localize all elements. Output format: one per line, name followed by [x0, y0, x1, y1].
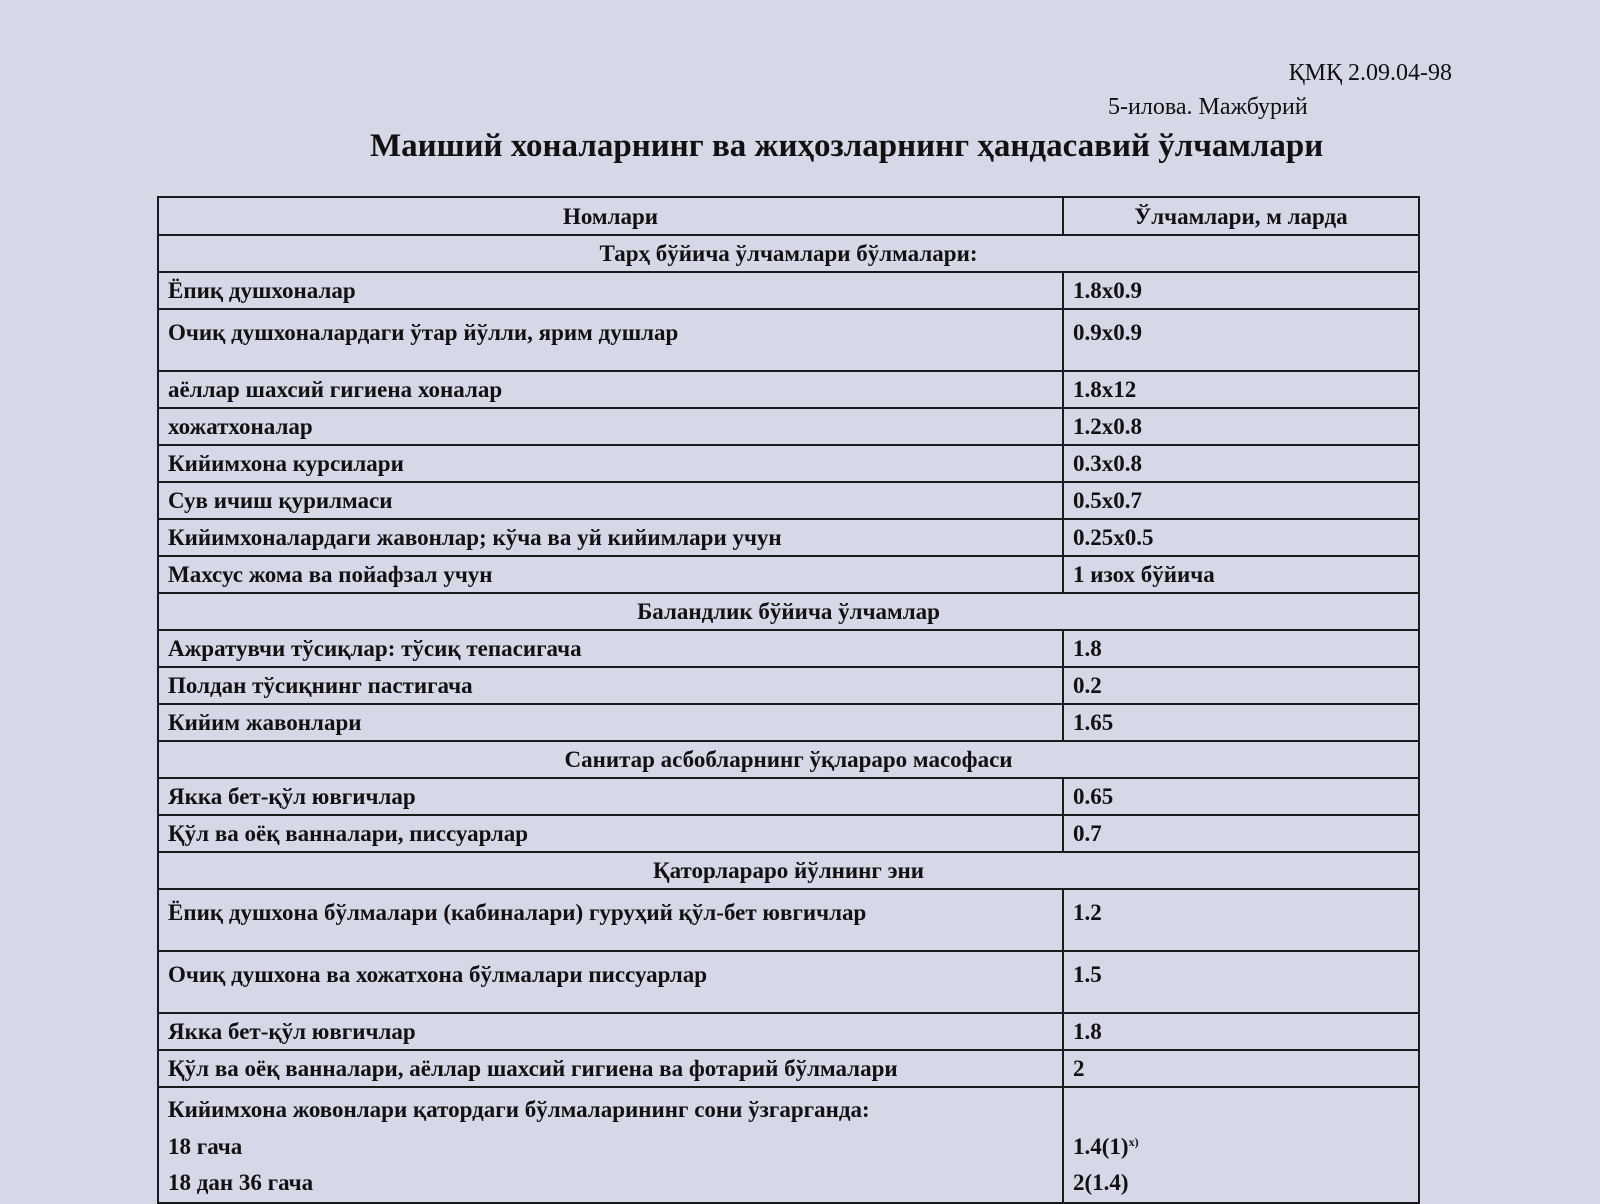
table-row: [158, 482, 1419, 519]
row-value-multiline: [1063, 1087, 1419, 1203]
column-header-name: Номлари: [158, 197, 1063, 235]
row-name: Ёпиқ душхона бўлмалари (кабиналари) гуруҳий қўл-бет ювгичлар: [158, 889, 1063, 951]
page-title: Маиший хоналарнинг ва жиҳозларнинг ҳандасавий ўлчамлари: [370, 128, 1324, 164]
row-value: 1 изох бўйича: [1063, 556, 1419, 593]
table-row: [158, 778, 1419, 815]
row-name: Полдан тўсиқнинг пастигача: [158, 667, 1063, 704]
section-row: [158, 852, 1419, 889]
row-name: Ажратувчи тўсиқлар: тўсиқ тепасигача: [158, 630, 1063, 667]
footnote-mark: х): [1128, 1134, 1139, 1149]
table-row: [158, 371, 1419, 408]
table-row: [158, 1050, 1419, 1087]
row-name: Очиқ душхоналардаги ўтар йўлли, ярим душлар: [158, 309, 1063, 371]
row-name: Кийим жавонлари: [158, 704, 1063, 741]
row-name: аёллар шахсий гигиена хоналар: [158, 371, 1063, 408]
table-row: [158, 556, 1419, 593]
table-row: [158, 667, 1419, 704]
appendix-label: 5-илова. Мажбурий: [1108, 94, 1308, 120]
row-value: 1.5: [1063, 951, 1419, 1013]
row-value-line: 2(1.4): [1073, 1170, 1129, 1195]
section-row: [158, 741, 1419, 778]
table-row: [158, 309, 1419, 371]
dimensions-table: [157, 196, 1420, 1204]
section-row: [158, 235, 1419, 272]
row-value: 1.8: [1063, 630, 1419, 667]
row-value: 0.65: [1063, 778, 1419, 815]
row-name-line: 18 гача: [168, 1133, 243, 1159]
section-title: Қаторлараро йўлнинг эни: [158, 852, 1419, 889]
table-row: [158, 519, 1419, 556]
row-name: Ёпиқ душхоналар: [158, 272, 1063, 309]
section-title: Тарҳ бўйича ўлчамлари бўлмалари:: [158, 235, 1419, 272]
column-header-size: Ўлчамлари, м ларда: [1063, 197, 1419, 235]
row-name: Кийимхоналардаги жавонлар; кўча ва уй кийимлари учун: [158, 519, 1063, 556]
section-row: [158, 593, 1419, 630]
table-row: [158, 272, 1419, 309]
row-value: 1.2х0.8: [1063, 408, 1419, 445]
row-value: 1.65: [1063, 704, 1419, 741]
table-row: [158, 815, 1419, 852]
row-name: Очиқ душхона ва хожатхона бўлмалари писсуарлар: [158, 951, 1063, 1013]
table-row: [158, 445, 1419, 482]
row-value-text: 1.4(1): [1073, 1133, 1129, 1159]
table-row: [158, 630, 1419, 667]
row-value: 0.9х0.9: [1063, 309, 1419, 371]
row-value: 0.25х0.5: [1063, 519, 1419, 556]
row-name-line: 18 дан 36 гача: [168, 1170, 314, 1195]
row-value: 2: [1063, 1050, 1419, 1087]
table-row: [158, 704, 1419, 741]
row-value: 0.2: [1063, 667, 1419, 704]
row-value: 1.8х12: [1063, 371, 1419, 408]
document-code: ҚМҚ 2.09.04-98: [1288, 60, 1452, 86]
row-value-line: [1073, 1129, 1409, 1166]
row-name: Қўл ва оёқ ванналари, писсуарлар: [158, 815, 1063, 852]
row-name: Якка бет-қўл ювгичлар: [158, 778, 1063, 815]
row-name: Махсус жома ва пойафзал учун: [158, 556, 1063, 593]
row-name: Қўл ва оёқ ванналари, аёллар шахсий гигиена ва фотарий бўлмалари: [158, 1050, 1063, 1087]
row-name: Якка бет-қўл ювгичлар: [158, 1013, 1063, 1050]
table-row: [158, 889, 1419, 951]
row-name: Сув ичиш қурилмаси: [158, 482, 1063, 519]
table-header-row: [158, 197, 1419, 235]
row-value: 0.7: [1063, 815, 1419, 852]
row-name: хожатхоналар: [158, 408, 1063, 445]
row-value: 1.2: [1063, 889, 1419, 951]
row-name: Кийимхона курсилари: [158, 445, 1063, 482]
table-row: [158, 1087, 1419, 1203]
table-row: [158, 1013, 1419, 1050]
table-row: [158, 951, 1419, 1013]
section-title: Баландлик бўйича ўлчамлар: [158, 593, 1419, 630]
section-title: Санитар асбобларнинг ўқлараро масофаси: [158, 741, 1419, 778]
table-row: [158, 408, 1419, 445]
row-value: 0.5х0.7: [1063, 482, 1419, 519]
row-name-multiline: [158, 1087, 1063, 1203]
row-name-line: Кийимхона жовонлари қатордаги бўлмаларининг сони ўзгарганда:: [168, 1097, 870, 1122]
row-value: 1.8х0.9: [1063, 272, 1419, 309]
row-value: 0.3х0.8: [1063, 445, 1419, 482]
row-value: 1.8: [1063, 1013, 1419, 1050]
